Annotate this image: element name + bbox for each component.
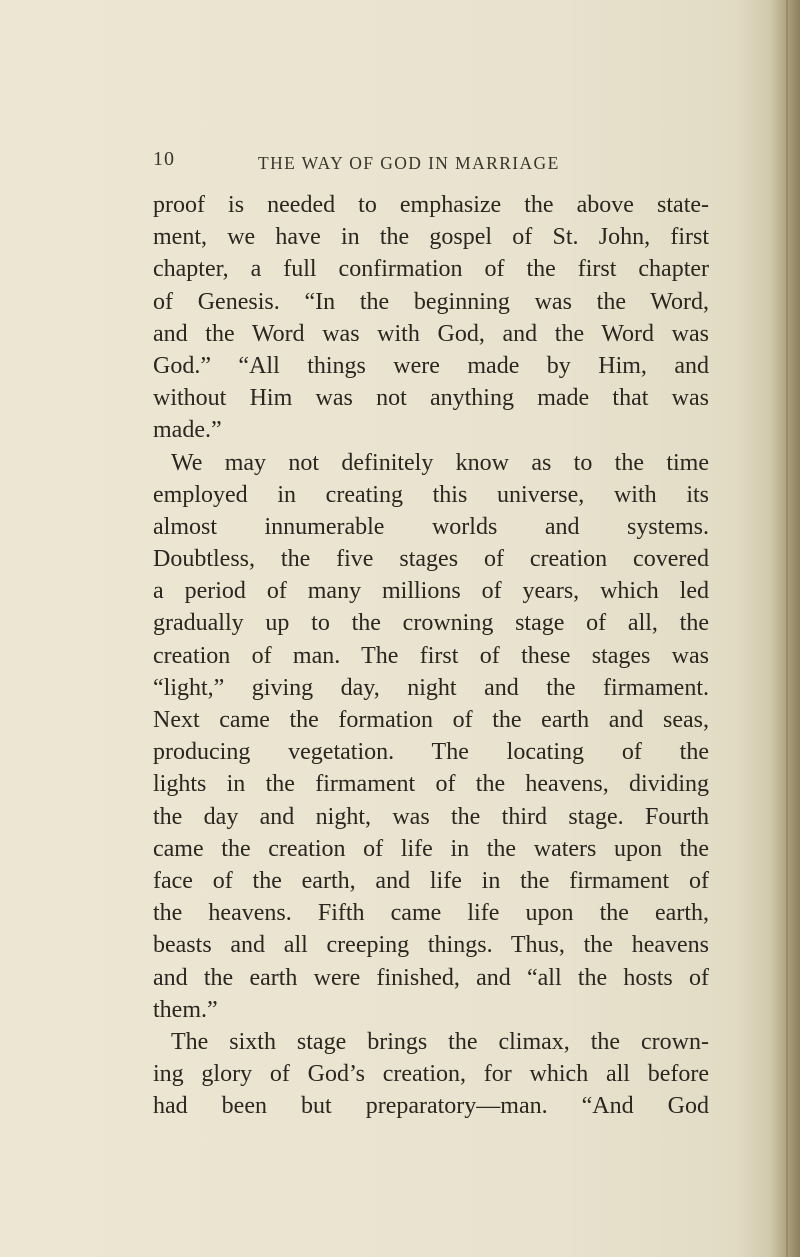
text-line: producing vegetation. The locating of the	[153, 739, 709, 766]
text-line: and the earth were finished, and “all the hosts of	[153, 964, 709, 991]
text-line: face of the earth, and life in the firmament of	[153, 867, 709, 894]
text-line: The sixth stage brings the climax, the crown-	[171, 1028, 709, 1055]
page-number: 10	[153, 148, 175, 170]
text-line: We may not definitely know as to the time	[171, 449, 709, 476]
text-line: had been but preparatory—man. “And God	[153, 1093, 709, 1120]
text-line: ing glory of God’s creation, for which all before	[153, 1061, 709, 1088]
text-line: came the creation of life in the waters upon the	[153, 835, 709, 862]
page-edge-shadow	[770, 0, 800, 1257]
running-head: THE WAY OF GOD IN MARRIAGE	[258, 153, 560, 173]
text-line: God.” “All things were made by Him, and	[153, 352, 709, 379]
text-line: made.”	[153, 417, 222, 444]
text-line: Doubtless, the five stages of creation covered	[153, 546, 709, 573]
text-line: chapter, a full confirmation of the first chapter	[153, 256, 709, 283]
text-line: a period of many millions of years, which led	[153, 578, 709, 605]
text-line: and the Word was with God, and the Word was	[153, 320, 709, 347]
text-line: “light,” giving day, night and the firmament.	[153, 674, 709, 701]
text-line: the day and night, was the third stage. Fourth	[153, 803, 709, 830]
text-line: the heavens. Fifth came life upon the earth,	[153, 900, 709, 927]
text-line: almost innumerable worlds and systems.	[153, 513, 709, 540]
text-line: creation of man. The first of these stages was	[153, 642, 709, 669]
text-line: gradually up to the crowning stage of all, the	[153, 610, 709, 637]
text-line: of Genesis. “In the beginning was the Word,	[153, 288, 709, 315]
text-line: lights in the firmament of the heavens, dividing	[153, 771, 709, 798]
page-edge-line	[786, 0, 788, 1257]
text-line: ment, we have in the gospel of St. John, first	[153, 224, 709, 251]
text-line: proof is needed to emphasize the above state-	[153, 192, 709, 218]
page-header	[0, 148, 800, 188]
text-line: without Him was not anything made that was	[153, 385, 709, 412]
text-line: them.”	[153, 996, 218, 1023]
text-line: beasts and all creeping things. Thus, the heavens	[153, 932, 709, 959]
body-text	[153, 189, 709, 1122]
text-line: Next came the formation of the earth and seas,	[153, 707, 709, 733]
text-line: employed in creating this universe, with its	[153, 481, 709, 508]
